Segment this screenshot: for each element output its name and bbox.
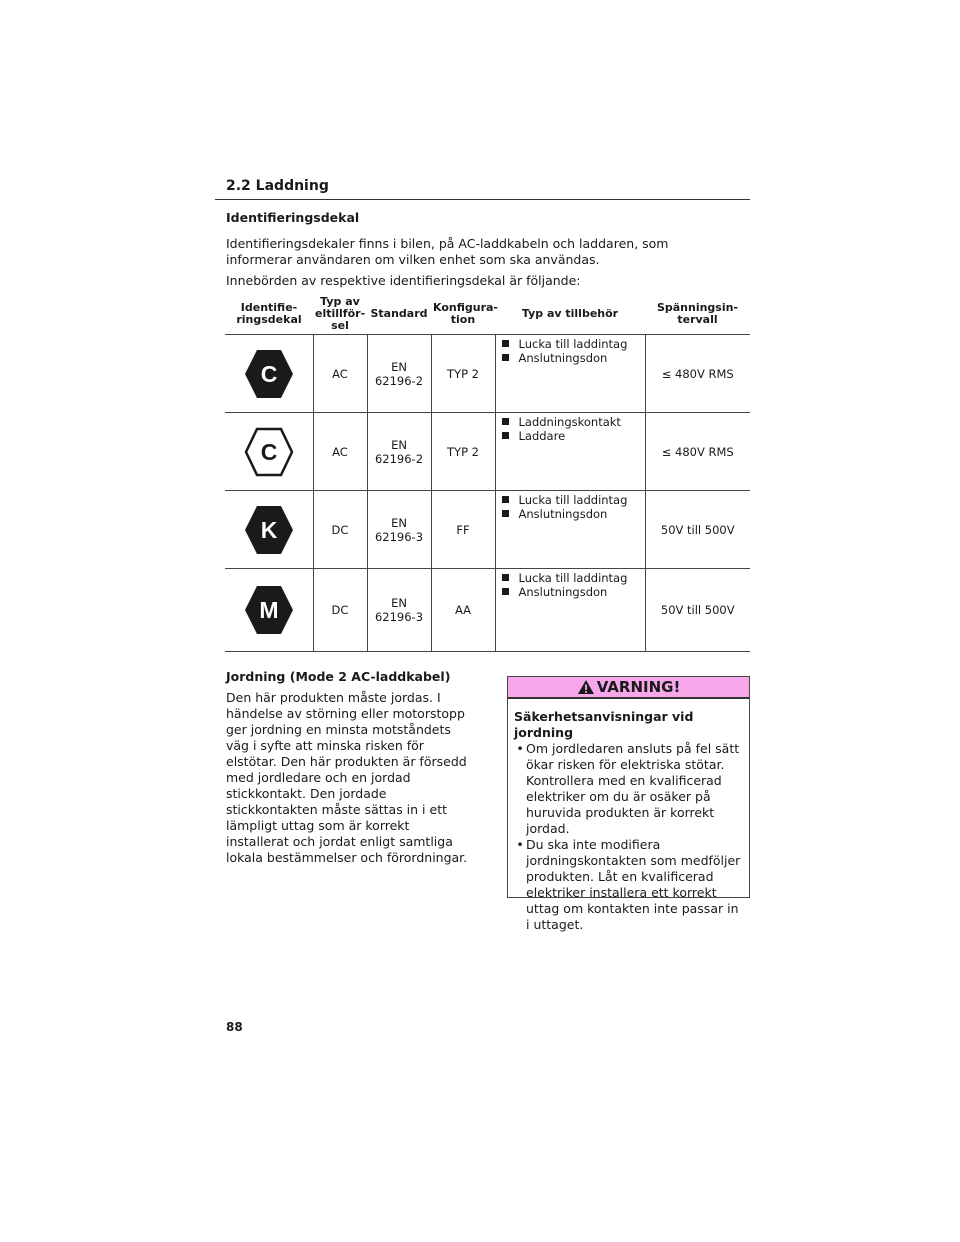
list-item: Anslutningsdon	[502, 585, 643, 599]
supply-cell: DC	[313, 491, 367, 569]
warning-box	[507, 676, 750, 932]
table-row	[225, 335, 750, 413]
voltage-cell: 50V till 500V	[645, 491, 750, 569]
bullet-square-icon	[502, 432, 509, 439]
hex-badge-filled-k-icon	[243, 504, 295, 556]
warning-label: VARNING!	[596, 678, 681, 696]
supply-cell: AC	[313, 413, 367, 491]
bullet-dot-icon: •	[516, 741, 524, 756]
config-cell: TYP 2	[431, 335, 495, 413]
config-cell: FF	[431, 491, 495, 569]
config-cell: TYP 2	[431, 413, 495, 491]
warning-title: Säkerhetsanvisningar vid jordning	[514, 709, 694, 740]
col-header: Identifie- ringsdekal	[236, 301, 302, 326]
table-row	[225, 413, 750, 491]
accessory-cell	[495, 413, 645, 491]
voltage-cell: ≤ 480V RMS	[645, 335, 750, 413]
hex-badge-filled-c-icon	[243, 348, 295, 400]
list-item: Lucka till laddintag	[502, 571, 643, 585]
bullet-square-icon	[502, 496, 509, 503]
svg-text:C: C	[260, 438, 278, 465]
supply-cell: DC	[313, 569, 367, 652]
config-cell: AA	[431, 569, 495, 652]
page-number: 88	[226, 1020, 243, 1034]
standard-cell: EN 62196-2	[367, 413, 431, 491]
accessory-cell	[495, 491, 645, 569]
list-item: Laddare	[502, 429, 643, 443]
bullet-square-icon	[502, 354, 509, 361]
table-row	[225, 491, 750, 569]
section-divider	[215, 199, 750, 200]
svg-text:K: K	[260, 516, 278, 543]
supply-cell: AC	[313, 335, 367, 413]
warning-triangle-icon	[577, 679, 595, 695]
bullet-square-icon	[502, 340, 509, 347]
warning-header	[508, 677, 749, 699]
bullet-square-icon	[502, 510, 509, 517]
voltage-cell: 50V till 500V	[645, 569, 750, 652]
standard-cell: EN 62196-3	[367, 491, 431, 569]
col-header: Spänningsin- tervall	[656, 301, 739, 326]
ident-heading: Identifieringsdekal	[226, 210, 360, 225]
voltage-cell: ≤ 480V RMS	[645, 413, 750, 491]
accessory-cell	[495, 335, 645, 413]
ident-lead: Innebörden av respektive identifieringsdekal är följande:	[226, 273, 581, 288]
badge-cell	[225, 569, 313, 652]
list-item: • Du ska inte modifiera jordningskontakten som medföljer produkten. Låt en kvalificerad elektriker installera ett korrekt uttag om kontakten inte passar in i uttaget.	[514, 837, 743, 933]
table-header-row	[225, 294, 750, 335]
svg-text:M: M	[259, 597, 279, 623]
grounding-text: Den här produkten måste jordas. I händelse av störning eller motorstopp ger jordning en minsta motståndets väg i syfte att minska risken för elstötar. Den här produkten är försedd med jordledare och en jordad stickkontakt. Den jordade stickkontakten måste sättas in i ett lämpligt uttag som är korrekt installerat och jordat enligt samtliga lokala bestämmelser och förordningar.	[226, 690, 468, 865]
badge-cell	[225, 335, 313, 413]
ident-intro: Identifieringsdekaler finns i bilen, på AC-laddkabeln och laddaren, som informerar användaren om vilken enhet som ska användas.	[226, 236, 669, 267]
grounding-heading: Jordning (Mode 2 AC-laddkabel)	[226, 669, 451, 684]
col-header: Standard	[370, 307, 428, 320]
list-item: Laddningskontakt	[502, 415, 643, 429]
table-row	[225, 569, 750, 652]
bullet-square-icon	[502, 574, 509, 581]
list-item: Lucka till laddintag	[502, 337, 643, 351]
col-header: Konfigura- tion	[433, 301, 498, 326]
badge-cell	[225, 491, 313, 569]
list-item: Anslutningsdon	[502, 351, 643, 365]
accessory-cell	[495, 569, 645, 652]
ident-table	[225, 294, 750, 652]
hex-badge-outline-c-icon	[243, 426, 295, 478]
col-header: Typ av eltillför- sel	[315, 295, 366, 332]
standard-cell: EN 62196-3	[367, 569, 431, 652]
list-item: Lucka till laddintag	[502, 493, 643, 507]
bullet-square-icon	[502, 418, 509, 425]
section-title: 2.2 Laddning	[226, 178, 329, 194]
standard-cell: EN 62196-2	[367, 335, 431, 413]
bullet-dot-icon: •	[516, 837, 524, 852]
list-item: Anslutningsdon	[502, 507, 643, 521]
badge-cell	[225, 413, 313, 491]
list-item: • Om jordledaren ansluts på fel sätt ökar risken för elektriska stötar. Kontrollera med en kvalificerad elektriker om du är osäker på huruvida produkten är korrekt jordad.	[514, 741, 743, 837]
hex-badge-filled-m-icon	[243, 584, 295, 636]
svg-text:C: C	[260, 360, 278, 387]
col-header: Typ av tillbehör	[521, 307, 619, 320]
bullet-square-icon	[502, 588, 509, 595]
